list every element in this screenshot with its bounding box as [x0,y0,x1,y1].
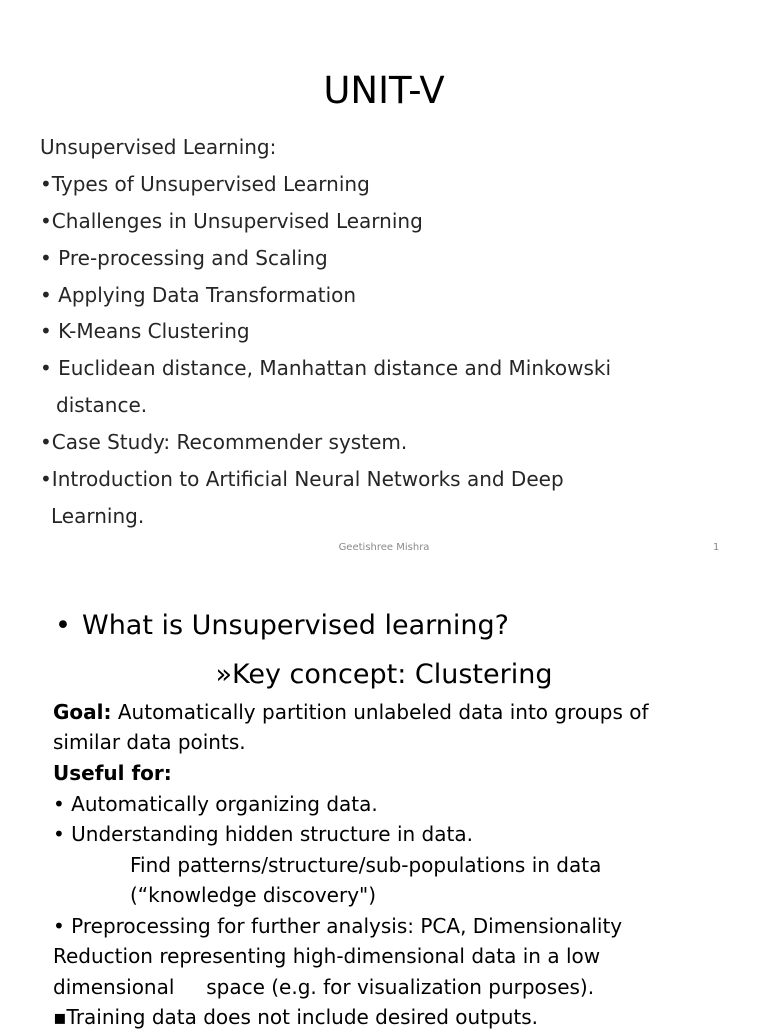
bullet-question: What is Unsupervised learning? [82,610,509,641]
topic-item: • Pre-processing and Scaling [40,246,328,270]
goal-text-continuation: similar data points. [53,730,246,754]
topic-item: •Types of Unsupervised Learning [40,172,370,196]
useful-item: • Preprocessing for further analysis: PCA, Dimensionality [53,914,623,938]
goal-line [53,697,649,727]
topic-item: •Introduction to Artificial Neural Networks and Deep [40,467,564,491]
footer-author: Geetishree Mishra [338,542,430,553]
training-data-note: ▪Training data does not include desired outputs. [53,1005,539,1029]
useful-subitem: (“knowledge discovery") [130,883,377,907]
topic-item: • Euclidean distance, Manhattan distance and Minkowski [40,356,612,380]
page-number: 1 [713,542,720,553]
useful-item-continuation: Reduction representing high-dimensional data in a low [53,944,601,968]
useful-item-continuation: dimensional space (e.g. for visualization purposes). [53,975,595,999]
slide-2 [0,570,768,1029]
topic-item-continuation: distance. [56,393,148,417]
topic-item: •Case Study: Recommender system. [40,430,408,454]
slide-title: UNIT-V [323,69,445,112]
useful-item: • Understanding hidden structure in data. [53,822,473,846]
topic-item: • K-Means Clustering [40,319,250,343]
topic-heading: Unsupervised Learning: [40,135,277,159]
goal-text: Automatically partition unlabeled data into groups of [111,700,649,724]
topic-item: •Challenges in Unsupervised Learning [40,209,423,233]
topic-item: • Applying Data Transformation [40,283,357,307]
topic-item-continuation: Learning. [51,504,145,528]
goal-label: Goal: [53,700,112,724]
main-bullet [55,608,509,644]
key-concept-heading: »Key concept: Clustering [215,659,553,690]
bullet-dot: • [55,610,71,641]
useful-item: • Automatically organizing data. [53,792,378,816]
useful-for-label: Useful for: [53,761,172,785]
useful-subitem: Find patterns/structure/sub-populations in data [130,853,602,877]
